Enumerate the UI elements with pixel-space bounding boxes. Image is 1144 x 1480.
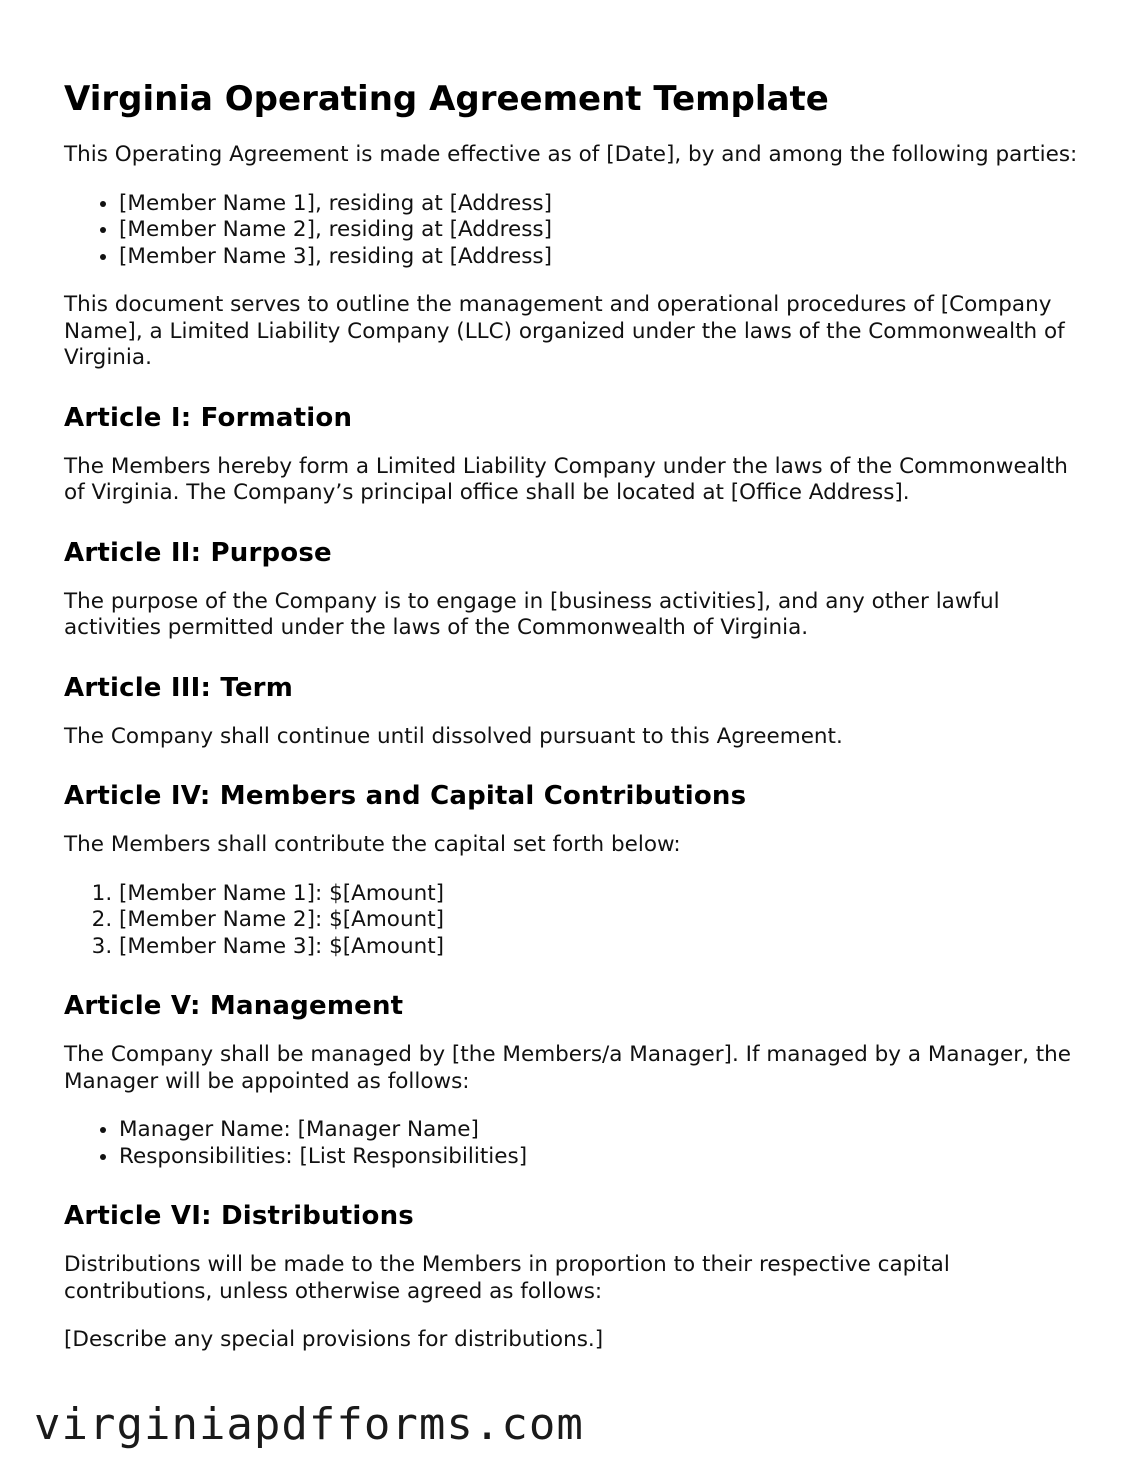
capital-item: 1. [Member Name 1]: $[Amount] bbox=[119, 881, 1084, 908]
article-purpose-body: The purpose of the Company is to engage in [business activities], and any other lawful activities permitted under the laws of the Commonwealth of Virginia. bbox=[64, 588, 1000, 640]
article-formation-heading: Article I: Formation bbox=[64, 402, 353, 433]
party-item: • [Member Name 3], residing at [Address] bbox=[119, 244, 1084, 271]
party-item: • [Member Name 2], residing at [Address] bbox=[119, 217, 1084, 244]
article-management-heading: Article V: Management bbox=[64, 991, 404, 1021]
article-capital-heading: Article IV: Members and Capital Contributions bbox=[64, 781, 747, 811]
article-term-heading: Article III: Term bbox=[64, 672, 293, 703]
distributions-special-provisions: [Describe any special provisions for distributions.] bbox=[64, 1327, 604, 1352]
document-title: Virginia Operating Agreement Template bbox=[64, 79, 829, 119]
article-distributions-body: Distributions will be made to the Members in proportion to their respective capital contributions, unless otherwise agreed as follows: bbox=[64, 1252, 950, 1304]
article-purpose-heading: Article II: Purpose bbox=[64, 537, 332, 568]
intro-paragraph: This Operating Agreement is made effective as of [Date], by and among the following parties: bbox=[64, 142, 1078, 167]
article-management-body: The Company shall be managed by [the Members/a Manager]. If managed by a Manager, the Manager will be appointed as follows: bbox=[64, 1042, 1072, 1094]
capital-item: 3. [Member Name 3]: $[Amount] bbox=[119, 934, 1084, 961]
article-term-body: The Company shall continue until dissolved pursuant to this Agreement. bbox=[64, 723, 843, 749]
document-page bbox=[64, 78, 1084, 1376]
article-formation-body: The Members hereby form a Limited Liability Company under the laws of the Commonwealth of Virginia. The Company’s principal office shall be located at [Office Address]. bbox=[64, 453, 1068, 505]
purpose-statement: This document serves to outline the management and operational procedures of [Company Name], a Limited Liability Company (LLC) organized under the laws of the Commonwealth of Virginia. bbox=[64, 292, 1065, 370]
capital-item: 2. [Member Name 2]: $[Amount] bbox=[119, 907, 1084, 934]
management-item: • Manager Name: [Manager Name] bbox=[119, 1117, 1084, 1144]
management-item: • Responsibilities: [List Responsibilities] bbox=[119, 1144, 1084, 1171]
article-distributions-heading: Article VI: Distributions bbox=[64, 1201, 414, 1231]
capital-contributions-list bbox=[64, 881, 1084, 961]
party-item: • [Member Name 1], residing at [Address] bbox=[119, 191, 1084, 218]
article-capital-body: The Members shall contribute the capital set forth below: bbox=[64, 832, 681, 857]
parties-list bbox=[64, 191, 1084, 271]
management-list bbox=[64, 1117, 1084, 1170]
watermark: virginiapdfforms.com bbox=[34, 1399, 584, 1450]
